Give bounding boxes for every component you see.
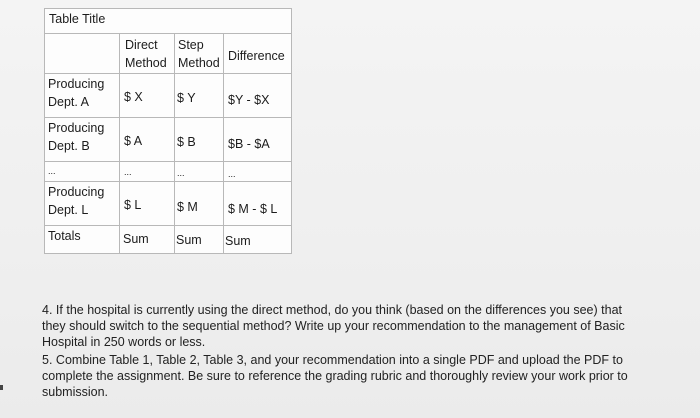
row-label-line2: Dept. B [48, 139, 90, 153]
margin-mark [0, 385, 3, 390]
table-rule [45, 161, 291, 162]
row-label-line1: Producing [48, 121, 105, 135]
cell-step: $ M [177, 200, 198, 214]
ellipsis: ... [228, 169, 236, 179]
summary-table [44, 8, 292, 254]
ellipsis: ... [124, 167, 132, 177]
table-title: Table Title [49, 12, 106, 26]
table-rule [174, 33, 175, 253]
header-difference: Difference [228, 49, 285, 63]
header-direct-line2: Method [125, 56, 167, 70]
cell-difference: $ M - $ L [228, 202, 278, 216]
row-label-line1: Producing [48, 77, 105, 91]
table-rule [45, 225, 291, 226]
row-label-line2: Dept. L [48, 203, 89, 217]
header-direct-line1: Direct [125, 38, 158, 52]
question-5 [42, 352, 642, 400]
cell-direct: $ L [124, 198, 142, 212]
header-step-line2: Method [178, 56, 220, 70]
table-rule [45, 73, 291, 74]
ellipsis: ... [177, 168, 185, 178]
table-rule [45, 33, 291, 34]
row-label-line1: Producing [48, 185, 105, 199]
question-number: 5. [42, 353, 53, 367]
cell-step: $ Y [177, 91, 196, 105]
table-rule [45, 117, 291, 118]
cell-difference: $B - $A [228, 137, 270, 151]
cell-difference: $Y - $X [228, 93, 270, 107]
question-4 [42, 302, 642, 350]
totals-label: Totals [48, 229, 81, 243]
header-step-line1: Step [178, 38, 204, 52]
question-number: 4. [42, 303, 53, 317]
question-text: If the hospital is currently using the direct method, do you think (based on the differences you see) that they should switch to the sequential method? Write up your recommendation to the management of Basic Hospital in 250 words or less. [42, 303, 625, 349]
cell-difference: Sum [225, 234, 251, 248]
question-text: Combine Table 1, Table 2, Table 3, and your recommendation into a single PDF and upload the PDF to complete the assignment. Be sure to reference the grading rubric and thoroughly review your work prior to submission. [42, 353, 628, 399]
row-label-line2: Dept. A [48, 95, 89, 109]
cell-direct: $ X [124, 90, 143, 104]
cell-step: $ B [177, 135, 196, 149]
table-rule [45, 181, 291, 182]
table-rule [119, 33, 120, 253]
table-rule [223, 33, 224, 253]
cell-direct: Sum [123, 232, 149, 246]
ellipsis: ... [48, 166, 56, 176]
cell-direct: $ A [124, 134, 143, 148]
cell-step: Sum [176, 233, 202, 247]
